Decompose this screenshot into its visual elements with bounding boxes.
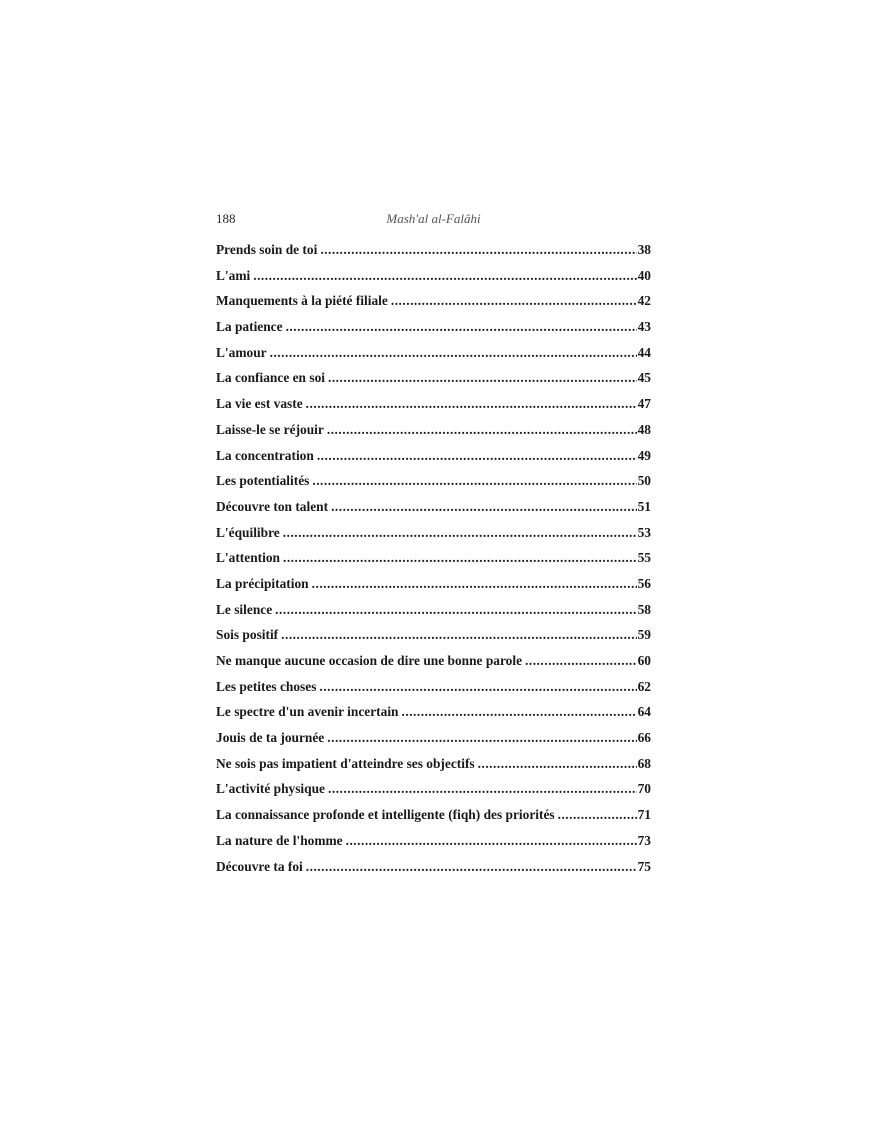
toc-dot-leader (319, 679, 636, 695)
page-number: 188 (216, 211, 236, 226)
toc-entry-page: 58 (637, 601, 651, 617)
toc-dot-leader (327, 422, 637, 438)
toc-entry-title: Sois positif (216, 627, 279, 643)
toc-entry (216, 422, 651, 448)
toc-entry (216, 807, 651, 833)
toc-entry-page: 49 (637, 447, 651, 463)
toc-entry-page: 68 (637, 755, 651, 771)
toc-entry-page: 40 (637, 267, 651, 283)
toc-entry-page: 48 (637, 421, 651, 437)
toc-entry (216, 576, 651, 602)
toc-entry-page: 56 (637, 575, 651, 591)
toc-dot-leader (327, 730, 636, 746)
toc-dot-leader (306, 396, 637, 412)
toc-dot-leader (317, 448, 637, 464)
toc-entry-page: 43 (637, 319, 651, 335)
toc-entry-page: 45 (637, 370, 651, 386)
toc-entry-title: L'amour (216, 344, 267, 360)
toc-entry-title: La connaissance profonde et intelligente (fiqh) des priorités (216, 807, 555, 823)
toc-dot-leader (558, 807, 637, 823)
toc-dot-leader (253, 268, 636, 284)
toc-entry (216, 627, 651, 653)
toc-entry-title: La précipitation (216, 575, 309, 591)
toc-dot-leader (312, 473, 636, 489)
toc-dot-leader (328, 781, 637, 797)
toc-entry-title: Manquements à la piété filiale (216, 293, 388, 309)
toc-entry (216, 602, 651, 628)
toc-entry (216, 345, 651, 371)
toc-entry-title: Le silence (216, 601, 273, 617)
toc-entry (216, 396, 651, 422)
toc-entry (216, 448, 651, 474)
toc-entry (216, 525, 651, 551)
toc-entry-title: L'attention (216, 550, 280, 566)
toc-entry-page: 64 (637, 704, 651, 720)
toc-dot-leader (281, 627, 636, 643)
toc-entry (216, 268, 651, 294)
toc-entry-page: 73 (637, 832, 651, 848)
toc-entry-page: 50 (637, 473, 651, 489)
toc-entry-title: Les petites choses (216, 678, 317, 694)
toc-entry-title: La vie est vaste (216, 396, 303, 412)
toc-entry (216, 370, 651, 396)
toc-dot-leader (346, 833, 637, 849)
toc-entry-page: 70 (637, 781, 651, 797)
toc-entry (216, 293, 651, 319)
toc-entry-page: 53 (637, 524, 651, 540)
toc-dot-leader (478, 756, 637, 772)
toc-entry-page: 59 (637, 627, 651, 643)
toc-dot-leader (306, 859, 637, 875)
toc-dot-leader (283, 550, 637, 566)
toc-dot-leader (391, 293, 637, 309)
toc-entry-page: 55 (637, 550, 651, 566)
toc-entry-title: La patience (216, 319, 283, 335)
toc-entry (216, 730, 651, 756)
toc-entry-page: 71 (637, 807, 651, 823)
toc-dot-leader (275, 602, 636, 618)
toc-entry (216, 242, 651, 268)
toc-entry-page: 47 (637, 396, 651, 412)
toc-entry-title: Le spectre d'un avenir incertain (216, 704, 399, 720)
toc-entry-title: L'équilibre (216, 524, 280, 540)
running-title: Mash'al al-Falâhi (386, 211, 481, 226)
toc-entry (216, 473, 651, 499)
toc-entry-page: 60 (637, 653, 651, 668)
toc-dot-leader (331, 499, 637, 515)
toc-entry (216, 833, 651, 859)
toc-entry-title: Laisse-le se réjouir (216, 421, 324, 437)
toc-entry-page: 44 (637, 344, 651, 360)
toc-dot-leader (283, 525, 637, 541)
toc-entry-title: L'activité physique (216, 781, 325, 797)
toc-entry-title: Ne manque aucune occasion de dire une bonne parole (216, 653, 523, 668)
toc-entry-title: L'ami (216, 267, 251, 283)
toc-entry (216, 704, 651, 730)
toc-dot-leader (328, 370, 637, 386)
toc-entry (216, 550, 651, 576)
toc-entry-page: 75 (637, 858, 651, 874)
toc-entry (216, 653, 651, 679)
toc-dot-leader (402, 704, 637, 720)
toc-entry (216, 499, 651, 525)
toc-entry-title: Jouis de ta journée (216, 730, 325, 746)
toc-entry (216, 679, 651, 705)
toc-entry-title: La nature de l'homme (216, 832, 343, 848)
toc-entry-title: Les potentialités (216, 473, 310, 489)
toc-entry-title: Prends soin de toi (216, 242, 318, 257)
toc-entry-page: 51 (637, 498, 651, 514)
toc-entry (216, 319, 651, 345)
toc-dot-leader (320, 242, 636, 258)
toc-entry-title: La confiance en soi (216, 370, 325, 386)
toc-entry-page: 62 (637, 678, 651, 694)
toc-entry-page: 38 (637, 242, 651, 257)
page-header (216, 211, 651, 229)
toc-dot-leader (312, 576, 637, 592)
toc-dot-leader (525, 653, 637, 669)
toc-entry-title: Découvre ton talent (216, 498, 329, 514)
toc-entry-title: Découvre ta foi (216, 858, 303, 874)
toc-entry-title: La concentration (216, 447, 314, 463)
toc-entry-page: 42 (637, 293, 651, 309)
toc-dot-leader (270, 345, 637, 361)
toc-entry-page: 66 (637, 730, 651, 746)
table-of-contents (216, 242, 651, 884)
toc-entry (216, 781, 651, 807)
toc-entry (216, 859, 651, 885)
toc-entry (216, 756, 651, 782)
toc-entry-title: Ne sois pas impatient d'atteindre ses objectifs (216, 755, 475, 771)
toc-dot-leader (286, 319, 637, 335)
